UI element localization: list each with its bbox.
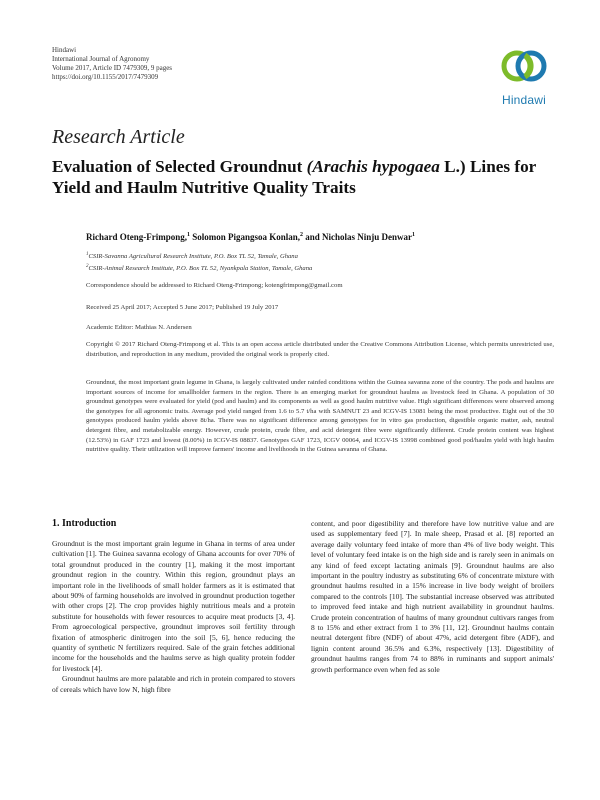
right-column — [311, 519, 554, 675]
affiliation-2: $^2$CSIR-Animal Research Institute, P.O. Box TL 52, Nyankpala Station, Tamale, Ghana — [86, 264, 313, 273]
section-heading: 1. Introduction — [52, 518, 117, 529]
author-list — [86, 232, 415, 242]
left-column — [52, 539, 295, 695]
article-type: Research Article — [52, 126, 185, 148]
abstract: Groundnut, the most important grain legume in Ghana, is largely cultivated under rainfed conditions within the Guinea savanna zone of the country. The pods and haulms are important sources of income for smallholder farmers in the region. There is an emerging market for groundnut haulms as livestock feed in Ghana. A population of 30 groundnut genotypes were evaluated for yield (pod and haulm) and its components as well as good haulm nutritive value. High significant differences were observed among the genotypes for all agronomic traits. Average pod yield ranged from 1.6 to 5.7 t/ha with SAMNUT 23 and ICGV-IS 13081 being the most productive. Eight out of the 30 genotypes produced haulm yields above 8t/ha. There was no significant difference among genotypes for in vitro gas production, digestible organic matter, ash, neutral detergent fibre, and metabolizable energy. However, crude protein, crude fibre, and acid detergent fibre were significantly different. Crude protein content was highest (12.53%) in GAF 1723 and lowest (8.00%) in ICGV-IS 08837. Genotypes GAF 1723, ICGV 00064, and ICGV-IS 13998 combined good pod/haulm yield with high haulm nutritive quality. Their utilization will improve farmers' income and livelihoods in the Guinea savanna of Ghana. — [86, 379, 554, 454]
author-2: Solomon Pigangsoa Konlan,$^2$ — [192, 232, 304, 242]
author-1: Richard Oteng-Frimpong,$^1$ — [86, 232, 190, 242]
logo-text: Hindawi — [501, 93, 547, 107]
correspondence-line: Correspondence should be addressed to Richard Oteng-Frimpong; kotengfrimpong@gmail.com — [86, 282, 343, 289]
hindawi-logo — [494, 44, 554, 110]
journal-header — [52, 46, 172, 82]
title-part-1: Evaluation of Selected Groundnut — [52, 157, 307, 176]
volume-line: Volume 2017, Article ID 7479309, 9 pages — [52, 64, 173, 72]
title-species: (Arachis hypogaea — [306, 157, 440, 176]
affiliation-1: $^1$CSIR-Savanna Agricultural Research Institute, P.O. Box TL 52, Tamale, Ghana — [86, 252, 298, 261]
paragraph: Groundnut is the most important grain legume in Ghana in terms of area under cultivation [1]. The Guinea savanna ecology of Ghana accounts for over 70% of total groundnut produced in the country [1], making it the most important groundnut region in the country. Within this region, groundnut plays an important role in the livelihoods of small holder farmers as it is estimated that about 90% of farming households are involved in groundnut production together with other crops [2]. The crop provides highly nutritious meals and a protein substitute for households with fewer resources to acquire meat products [3, 4]. From agroecological perspective, groundnut improves soil fertility through fixation of atmospheric dinitrogen into the soil [5, 6], hence reducing the quantity of synthetic N fertilizers required. Sale of the grain fetches additional income for the households and the haulms serve as high quality protein fodder for livestock [4]. — [52, 539, 295, 673]
doi-link[interactable]: https://doi.org/10.1155/2017/7479309 — [52, 73, 159, 81]
paragraph: content, and poor digestibility and therefore have low nutritive value and are used as supplementary feed [7]. In male sheep, Prasad et al. [8] reported an average daily voluntary feed intake of more than 4% of live body weight. This level of voluntary feed intake is on the high side and is rarely seen in animals on any kind of feed except lactating animals [9]. Groundnut haulms are also important in the poultry industry as substituting 6% of concentrate mixture with groundnut haulms resulted in a 15% increase in live body weight of broilers compared to the controls [10]. The substantial increase observed was attributed to improved feed intake and high nutrient availability in groundnut haulms. Crude protein concentration of haulms of many groundnut cultivars ranges from 8 to 15% and ether extract from 1 to 3% [11, 12]. Groundnut haulms contain neutral detergent fibre (NDF) of about 47%, acid detergent fibre (ADF), and lignin content around 36.5% and 6.3%, respectively [13]. Digestibility of groundnut haulms ranges from 74 to 88% in ruminants and support animals' growth performance even when fed as sole — [311, 519, 554, 674]
journal-name: International Journal of Agronomy — [52, 55, 150, 63]
hindawi-rings-icon — [497, 44, 551, 88]
publisher-name: Hindawi — [52, 46, 77, 54]
paper-title — [52, 156, 552, 198]
paragraph: Groundnut haulms are more palatable and rich in protein compared to stovers of cereals which have low N, high fibre — [52, 674, 295, 694]
dates-line: Received 25 April 2017; Accepted 5 June 2017; Published 19 July 2017 — [86, 304, 279, 311]
author-3: and Nicholas Ninju Denwar$^1$ — [305, 232, 416, 242]
copyright-notice: Copyright © 2017 Richard Oteng-Frimpong et al. This is an open access article distributed under the Creative Commons Attribution License, which permits unrestricted use, distribution, and reproduction in any medium, provided the original work is properly cited. — [86, 341, 554, 358]
title-part-2: L.) Lines for Yield and Haulm Nutritive Quality Traits — [52, 157, 537, 197]
academic-editor: Academic Editor: Mathias N. Andersen — [86, 324, 192, 331]
